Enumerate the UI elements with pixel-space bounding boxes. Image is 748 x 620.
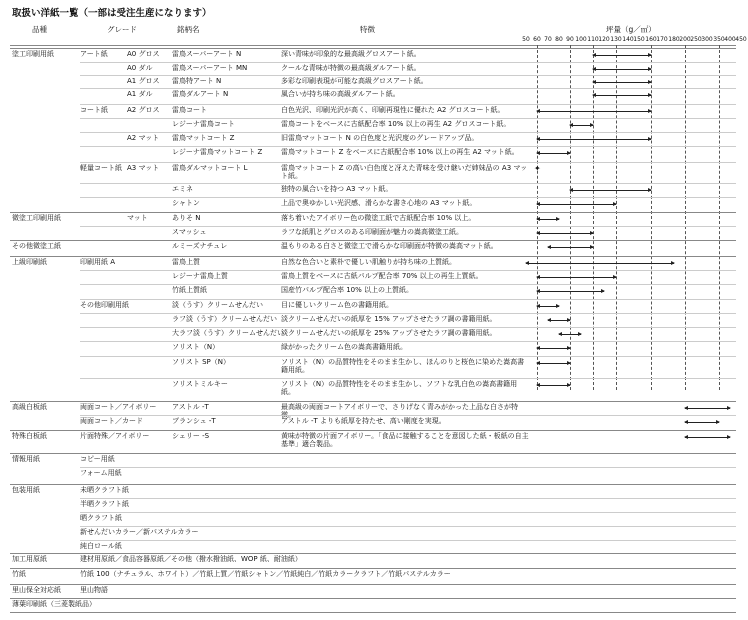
row-divider (80, 284, 736, 285)
subcategory-label: 未晒クラフト紙 (80, 486, 129, 494)
feature-text: 自然な色合いと素朴で優しい肌触りが持ち味の上質紙。 (281, 258, 456, 266)
header-features: 特徴 (360, 25, 375, 34)
brand-name: ソリスト SP（N） (172, 358, 230, 366)
subcategory-label: 印刷用紙 A (80, 258, 116, 266)
weight-range-arrow (570, 125, 593, 126)
subcategory-label: 竹紙 100（ナチュラル、ホワイト）／竹紙上質／竹紙シャトン／竹紙純白／竹紙カラークラフト／竹紙パステルカラー (80, 570, 451, 578)
brand-name: 雷鳥スーパーアート MN (172, 64, 248, 72)
weight-range-arrow (537, 277, 616, 278)
subcategory-label: 里山物語 (80, 586, 108, 594)
subcategory-label: コート紙 (80, 106, 108, 114)
weight-range-arrow (537, 153, 570, 154)
feature-text: 淡クリームせんだいの紙厚を 25% アップさせたラフ調の書籍用紙。 (281, 329, 497, 337)
weight-range-arrow (537, 111, 651, 112)
row-divider (80, 341, 736, 342)
feature-text: 国産竹パルプ配合率 10% 以上の上質紙。 (281, 286, 414, 294)
weight-range-arrow (593, 69, 651, 70)
row-divider (80, 356, 736, 357)
feature-text: 白色光沢、印刷光沢が高く、印刷再現性に優れた A2 グロスコート紙。 (281, 106, 505, 114)
weight-range-arrow (537, 219, 559, 220)
weight-range-arrow (537, 348, 570, 349)
weight-range-arrow (537, 363, 570, 364)
row-divider (80, 540, 736, 541)
row-divider (80, 415, 736, 416)
brand-name: シェリー -S (172, 432, 210, 440)
weight-range-arrow (685, 408, 730, 409)
grade-label: A0 ダル (127, 64, 153, 72)
category-label: その他微塗工紙 (12, 242, 61, 250)
grade-label: A2 グロス (127, 106, 160, 114)
brand-name: レジーナ雷鳥上質 (172, 272, 228, 280)
weight-tick-label: 300 (701, 36, 713, 43)
category-label: 情報用紙 (12, 455, 40, 463)
weight-tick-label: 350 (713, 36, 725, 43)
feature-text: 上品で奥ゆかしい光沢感、滑らかな書き心地の A3 マット紙。 (281, 199, 477, 207)
brand-name: レジーナ雷鳥コート (172, 120, 235, 128)
category-label: 上級印刷紙 (12, 258, 47, 266)
weight-range-arrow (537, 306, 559, 307)
grade-label: マット (127, 214, 148, 222)
header-divider (10, 45, 736, 46)
section-divider (10, 430, 736, 431)
weight-range-arrow (548, 247, 593, 248)
header-category: 品種 (32, 25, 47, 34)
category-label: 特殊白板紙 (12, 432, 47, 440)
brand-name: 大ラフ淡（うす）クリームせんだい (172, 329, 284, 337)
brand-name: ソリスト（N） (172, 343, 220, 351)
subcategory-label: 両面コート／アイボリー (80, 403, 157, 411)
weight-tick-label: 250 (690, 36, 702, 43)
weight-tick-label: 90 (566, 36, 574, 43)
brand-name: ソリストミルキー (172, 380, 228, 388)
feature-text: 独特の風合いを持つ A3 マット紙。 (281, 185, 393, 193)
subcategory-label: 軽量コート紙 (80, 164, 122, 172)
section-divider (10, 212, 736, 213)
brand-name: シャトン (172, 199, 200, 207)
row-divider (80, 183, 736, 184)
category-label: 塗工印刷用紙 (12, 50, 54, 58)
brand-name: ありそ N (172, 214, 201, 222)
brand-name: 雷鳥上質 (172, 258, 200, 266)
subcategory-label: アート紙 (80, 50, 108, 58)
row-divider (80, 327, 736, 328)
row-divider (80, 197, 736, 198)
weight-gridline (685, 45, 686, 390)
brand-name: 竹紙上質紙 (172, 286, 207, 294)
weight-tick-label: 160 (645, 36, 657, 43)
weight-tick-label: 110 (587, 36, 599, 43)
feature-text: ラフな紙肌とグロスのある印刷面が魅力の嵩高微塗工紙。 (281, 228, 463, 236)
grade-label: A3 マット (127, 164, 160, 172)
feature-text: 落ち着いたアイボリー色の微塗工紙で古紙配合率 10% 以上。 (281, 214, 476, 222)
section-divider (10, 256, 736, 257)
feature-text: 風合いが持ち味の高級ダルアート紙。 (281, 90, 400, 98)
brand-name: ブランシュ -T (172, 417, 216, 425)
section-divider (10, 484, 736, 485)
grade-label: A2 マット (127, 134, 160, 142)
weight-tick-label: 180 (668, 36, 680, 43)
weight-tick-label: 50 (522, 36, 530, 43)
category-label: 高級白板紙 (12, 403, 47, 411)
category-label: 里山保全対応紙 (12, 586, 61, 594)
feature-text: 緑がかったクリーム色の嵩高書籍用紙。 (281, 343, 407, 351)
brand-name: スマッシュ (172, 228, 207, 236)
weight-range-arrow (559, 334, 581, 335)
feature-text: 深い青味が印象的な最高級グロスアート紙。 (281, 50, 421, 58)
weight-range-arrow (570, 190, 651, 191)
header-brand: 銘柄名 (177, 25, 200, 34)
feature-text: 雷鳥マットコート Z の高い白色度と冴えた青味を受け継いだ姉妹品の A3 マット紙。 (281, 164, 528, 180)
row-divider (80, 498, 736, 499)
weight-tick-label: 150 (633, 36, 645, 43)
category-label: 薄葉印刷紙（三菱製紙品） (12, 600, 96, 608)
feature-text: クールな青味が特徴の最高級ダルアート紙。 (281, 64, 421, 72)
weight-range-arrow (526, 263, 674, 264)
subcategory-label: 半晒クラフト紙 (80, 500, 129, 508)
section-divider (10, 48, 736, 49)
row-divider (80, 467, 736, 468)
weight-gridline (719, 45, 720, 390)
brand-name: 雷鳥スーパーアート N (172, 50, 242, 58)
weight-tick-label: 120 (598, 36, 610, 43)
feature-text: 雷鳥上質をベースに古紙パルプ配合率 70% 以上の再生上質紙。 (281, 272, 483, 280)
row-divider (80, 299, 736, 300)
weight-tick-label: 400 (724, 36, 736, 43)
row-divider (80, 132, 736, 133)
brand-name: エミネ (172, 185, 193, 193)
row-divider (80, 88, 736, 89)
row-divider (80, 512, 736, 513)
weight-range-arrow (537, 385, 570, 386)
weight-point-marker: ✦ (534, 164, 541, 173)
feature-text: 目に優しいクリーム色の書籍用紙。 (281, 301, 393, 309)
weight-range-arrow (537, 291, 604, 292)
subcategory-label: フォーム用紙 (80, 469, 122, 477)
brand-name: ラフ淡（うす）クリームせんだい (172, 315, 277, 323)
row-divider (80, 75, 736, 76)
section-divider (10, 401, 736, 402)
category-label: 包装用紙 (12, 486, 40, 494)
row-divider (80, 378, 736, 379)
weight-tick-label: 80 (555, 36, 563, 43)
weight-range-arrow (593, 95, 651, 96)
subcategory-label: その他印刷用紙 (80, 301, 129, 309)
subcategory-label: 新せんだいカラー／新パステルカラー (80, 528, 199, 536)
brand-name: アストル -T (172, 403, 209, 411)
feature-text: 雷鳥マットコート Z をベースに古紙配合率 10% 以上の再生 A2 マット紙。 (281, 148, 519, 156)
subcategory-label: 建材用原紙／食品容器原紙／その他（撥水撥油紙、WOP 紙、耐油紙） (80, 555, 302, 563)
weight-gridline (570, 45, 571, 390)
section-divider (10, 453, 736, 454)
feature-text: 旧雷鳥マットコート N の白色度と光沢度のグレードアップ品。 (281, 134, 479, 142)
row-divider (80, 104, 736, 105)
brand-name: ルミーズナチュレ (172, 242, 228, 250)
subcategory-label: 純白ロール紙 (80, 542, 122, 550)
weight-range-arrow (593, 82, 651, 83)
row-divider (80, 62, 736, 63)
weight-gridline (616, 45, 617, 390)
feature-text: ソリスト（N）の品質特性をそのまま生かし、ほんのりと桜色に染めた嵩高書籍用紙。 (281, 358, 525, 374)
weight-tick-label: 200 (679, 36, 691, 43)
weight-range-arrow (537, 233, 593, 234)
brand-name: 雷鳥コート (172, 106, 207, 114)
weight-range-arrow (548, 320, 570, 321)
weight-range-arrow (537, 204, 616, 205)
subcategory-label: 片面特殊／アイボリー (80, 432, 150, 440)
weight-tick-label: 100 (575, 36, 587, 43)
subcategory-label: 両面コート／カード (80, 417, 143, 425)
feature-text: ソリスト（N）の品質特性をそのまま生かし、ソフトな乳白色の嵩高書籍用紙。 (281, 380, 518, 396)
feature-text: 多彩な印刷表現が可能な高級グロスアート紙。 (281, 77, 428, 85)
brand-name: 淡（うす）クリームせんだい (172, 301, 263, 309)
section-divider (10, 598, 736, 599)
brand-name: 雷鳥ダルアート N (172, 90, 229, 98)
brand-name: 雷鳥マットコート Z (172, 134, 235, 142)
subcategory-label: コピー用紙 (80, 455, 115, 463)
feature-text: 最高級の両面コートアイボリーで、さりげなく青みがかった上品な白さが特徴。 (281, 403, 519, 419)
row-divider (80, 146, 736, 147)
weight-tick-label: 170 (656, 36, 668, 43)
feature-text: アストル -T よりも紙厚を持たせ、高い剛度を実現。 (281, 417, 446, 425)
header-weight: 坪量（g／㎡） (606, 25, 656, 34)
category-label: 微塗工印刷用紙 (12, 214, 61, 222)
weight-range-arrow (685, 422, 719, 423)
grade-label: A1 ダル (127, 90, 153, 98)
section-divider (10, 584, 736, 585)
row-divider (80, 270, 736, 271)
feature-text: 雷鳥コートをベースに古紙配合率 10% 以上の再生 A2 グロスコート紙。 (281, 120, 511, 128)
brand-name: 雷鳥ダルマットコート L (172, 164, 248, 172)
row-divider (80, 526, 736, 527)
weight-range-arrow (537, 139, 651, 140)
category-label: 加工用原紙 (12, 555, 47, 563)
brand-name: レジーナ雷鳥マットコート Z (172, 148, 263, 156)
weight-range-arrow (685, 437, 730, 438)
weight-tick-label: 70 (544, 36, 552, 43)
grade-label: A1 グロス (127, 77, 160, 85)
header-grade: グレード (107, 25, 137, 34)
row-divider (80, 118, 736, 119)
grade-label: A0 グロス (127, 50, 160, 58)
page-title: 取扱い洋紙一覧（一部は受注生産になります） (12, 8, 212, 19)
row-divider (80, 226, 736, 227)
feature-text: 黄味が特徴の片面アイボリー。「食品に接触することを意図した紙・板紙の自主基準」適合製品。 (281, 432, 529, 448)
weight-tick-label: 60 (533, 36, 541, 43)
subcategory-label: 晒クラフト紙 (80, 514, 122, 522)
row-divider (80, 162, 736, 163)
feature-text: 淡クリームせんだいの紙厚を 15% アップさせたラフ調の書籍用紙。 (281, 315, 497, 323)
weight-tick-label: 140 (622, 36, 634, 43)
row-divider (80, 313, 736, 314)
section-divider (10, 240, 736, 241)
feature-text: 温もりのある白さと微塗工で滑らかな印刷面が特徴の嵩高マット紙。 (281, 242, 498, 250)
category-label: 竹紙 (12, 570, 26, 578)
weight-tick-label: 130 (610, 36, 622, 43)
weight-tick-label: 450 (735, 36, 747, 43)
brand-name: 雷鳥特アート N (172, 77, 222, 85)
section-divider (10, 568, 736, 569)
weight-range-arrow (593, 55, 651, 56)
table-bottom-border (10, 612, 736, 613)
section-divider (10, 553, 736, 554)
